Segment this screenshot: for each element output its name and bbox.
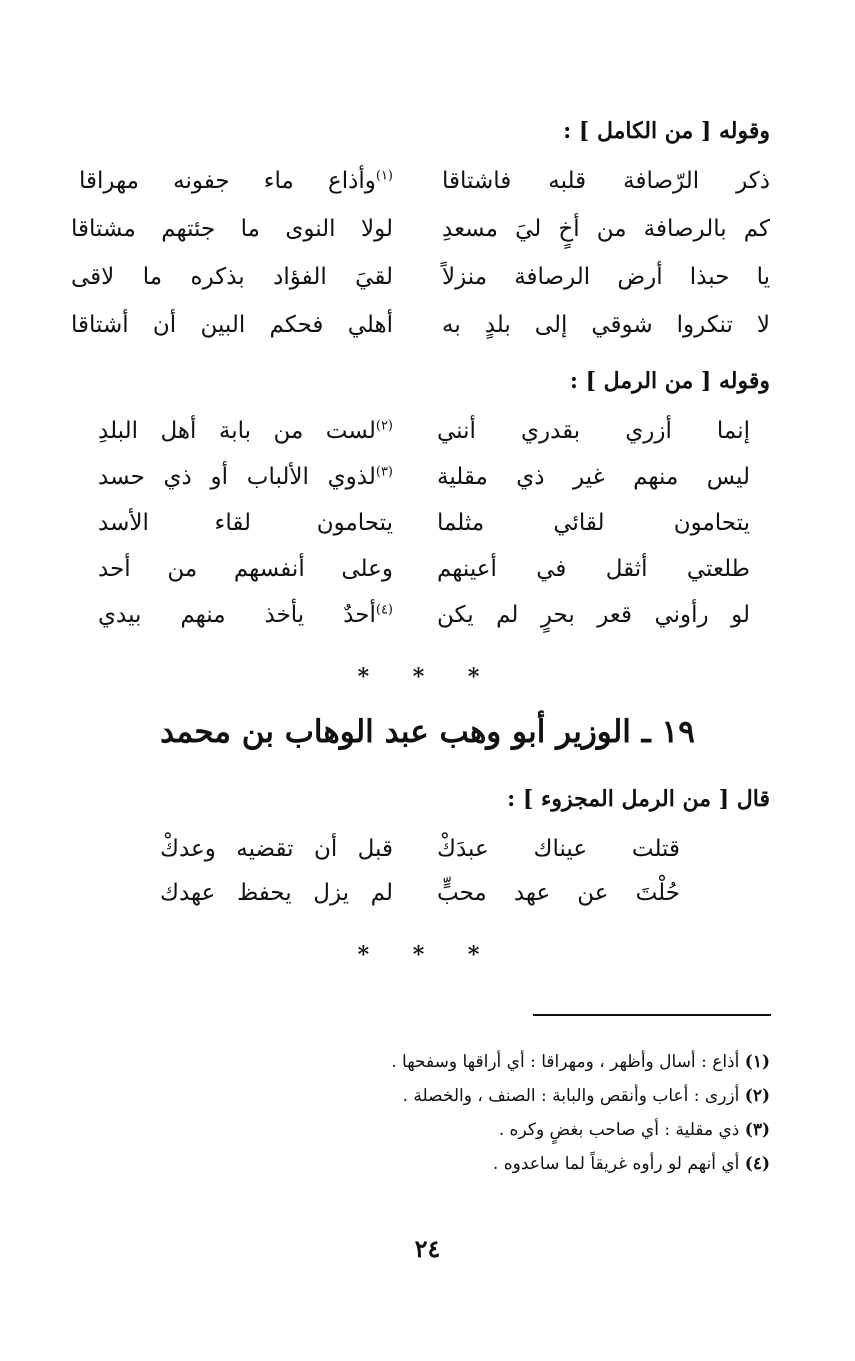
verse-second-hemistich: قبل أن تقضيه وعدكْ — [160, 836, 393, 862]
verse-second-hemistich: $^{(٤)}$أحدٌ يأخذ منهم بيدي — [98, 602, 393, 628]
footnote — [403, 1086, 770, 1106]
verse-first-hemistich: لا تنكروا شوقي إلى بلدٍ به — [442, 312, 770, 338]
footnote-number: (٤) — [744, 1154, 770, 1174]
footnote-number: (٢) — [744, 1086, 770, 1106]
verse-second-hemistich: وعلى أنفسهم من أحد — [98, 556, 393, 582]
poem-intro: قال [ من الرمل المجزوء ] : — [507, 786, 770, 812]
footnote — [499, 1120, 770, 1140]
verse-first-hemistich: طلعتي أثقل في أعينهم — [437, 556, 750, 582]
verse-first-hemistich: قتلت عيناك عبدَكْ — [437, 836, 680, 862]
verse-second-hemistich: لم يزل يحفظ عهدك — [160, 880, 393, 906]
verse-second-hemistich: $^{(٣)}$لذوي الألباب أو ذي حسد — [98, 464, 393, 490]
footnote — [391, 1052, 770, 1072]
footnote-marker: (١) — [375, 168, 393, 184]
verse-first-hemistich: ذكر الرّصافة قلبه فاشتاقا — [442, 168, 770, 194]
footnote-text: ذي مقلية : أي صاحب بغضٍ وكره . — [498, 1120, 740, 1140]
verse-second-hemistich: أهلي فحكم البين أن أشتاقا — [71, 312, 393, 338]
footnote-number: (٣) — [744, 1120, 770, 1140]
verse-first-hemistich: ليس منهم غير ذي مقلية — [437, 464, 750, 490]
verse-second-hemistich: يتحامون لقاء الأسد — [98, 510, 393, 536]
verse-first-hemistich: لو رأوني قعر بحرٍ لم يكن — [437, 602, 750, 628]
verse-second-hemistich: لقيَ الفؤاد بذكره ما لاقى — [71, 264, 393, 290]
verse-second-hemistich: $^{(١)}$وأذاع ماء جفونه مهراقا — [79, 168, 393, 194]
footnote-text: أذاع : أسال وأظهر ، ومهراقا : أي أراقها وسفحها . — [391, 1052, 740, 1072]
verse-first-hemistich: حُلْتَ عن عهد محبٍّ — [437, 880, 680, 906]
section-heading: ١٩ ـ الوزير أبو وهب عبد الوهاب بن محمد — [160, 714, 695, 750]
verse-first-hemistich: يا حبذا أرض الرصافة منزلاً — [442, 264, 770, 290]
footnote-divider — [533, 1014, 771, 1016]
page-number: ٢٤ — [414, 1234, 441, 1263]
footnote-number: (١) — [744, 1052, 770, 1072]
footnote-marker: (٢) — [375, 418, 393, 434]
footnote-marker: (٤) — [375, 602, 393, 618]
verse-first-hemistich: إنما أزري بقدري أنني — [437, 418, 750, 444]
footnote-text: أي أنهم لو رأوه غريقاً لما ساعدوه . — [492, 1154, 740, 1174]
footnote-marker: (٣) — [375, 464, 393, 480]
verse-first-hemistich: كم بالرصافة من أخٍ ليَ مسعدِ — [442, 216, 770, 242]
separator-stars: * * * — [357, 942, 498, 968]
verse-second-hemistich: $^{(٢)}$لست من بابة أهل البلدِ — [98, 418, 393, 444]
poem-intro: وقوله [ من الرمل ] : — [569, 368, 770, 394]
separator-stars: * * * — [357, 664, 498, 690]
poem-intro: وقوله [ من الكامل ] : — [563, 118, 770, 144]
verse-first-hemistich: يتحامون لقائي مثلما — [437, 510, 750, 536]
verse-second-hemistich: لولا النوى ما جئتهم مشتاقا — [71, 216, 393, 242]
footnote — [493, 1154, 770, 1174]
footnote-text: أزرى : أعاب وأنقص والبابة : الصنف ، والخصلة . — [402, 1086, 740, 1106]
